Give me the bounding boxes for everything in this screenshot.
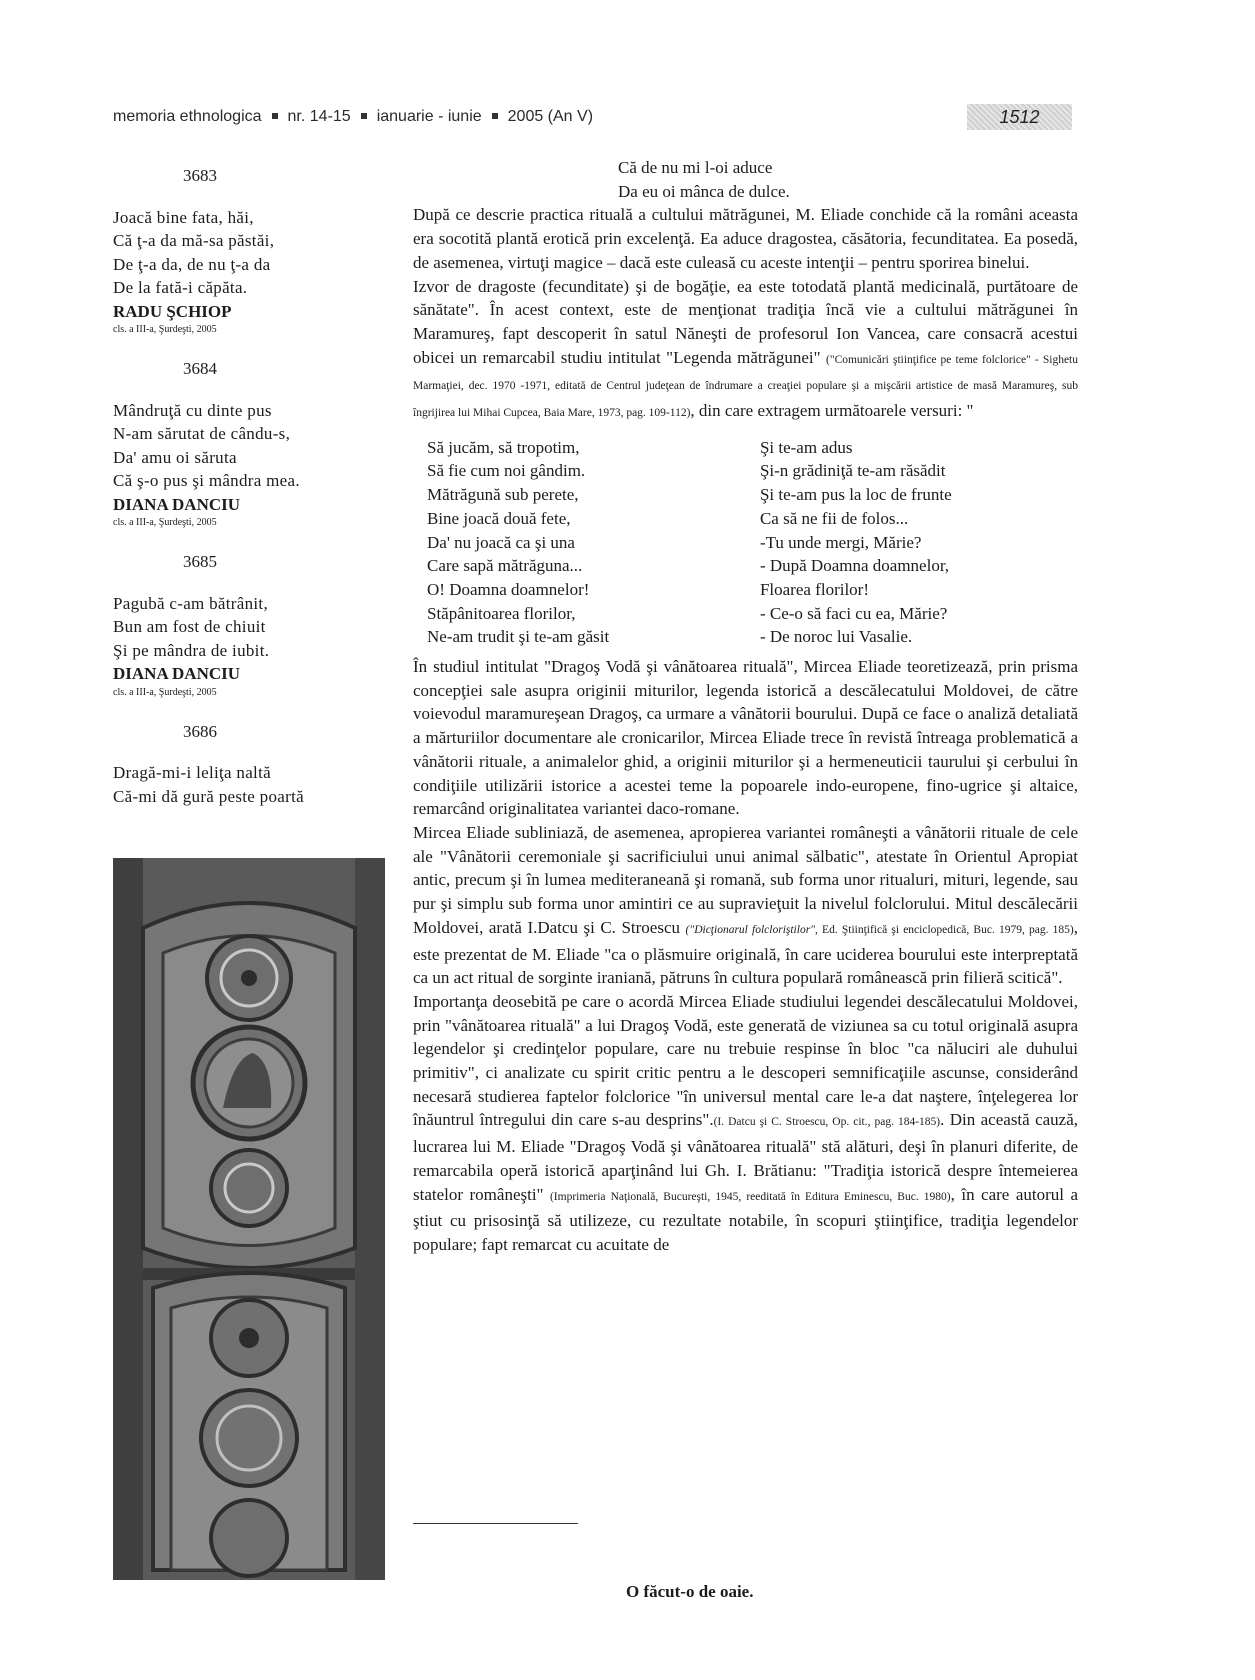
- citation-title: ("Dicţionarul folcloriştilor": [685, 923, 816, 936]
- poem-class: cls. a III-a, Şurdeşti, 2005: [113, 686, 217, 698]
- separator-square: [272, 113, 278, 119]
- poem-author: DIANA DANCIU: [113, 664, 241, 683]
- quoted-verses: [427, 436, 1078, 649]
- paragraph: [413, 821, 1078, 990]
- article-column: [413, 156, 1078, 1257]
- citation: (Imprimeria Naţională, Bucureşti, 1945, reeditată în Editura Eminescu, Buc. 1980): [549, 1190, 951, 1203]
- poem-line: N-am sărutat de cându-s,: [113, 424, 291, 443]
- citation: , Ed. Ştiinţifică şi enciclopedică, Buc. 1979, pag. 185): [815, 923, 1074, 936]
- verse-line: - De noroc lui Vasalie.: [759, 627, 913, 647]
- poem: [113, 164, 383, 337]
- poem-line: De la fată-i căpăta.: [113, 278, 248, 297]
- paragraph-text: , este prezentat de M. Eliade "ca o plăsmuire originală, în care uciderea bourului este interpreptată ca un act ritual de sorginte iraniană, pătruns în cultura populară românească prin filieră scitică".: [413, 917, 1078, 988]
- poems-column: [113, 160, 383, 808]
- verse-line: - După Doamna doamnelor,: [759, 556, 950, 576]
- verse-line: Şi te-am adus: [759, 437, 853, 457]
- separator-square: [361, 113, 367, 119]
- verse-line: Stăpânitoarea florilor,: [427, 603, 576, 623]
- issue-number: nr. 14-15: [287, 108, 351, 125]
- paragraph: [413, 275, 1078, 426]
- verse-line: O! Doamna doamnelor!: [427, 579, 590, 599]
- verse-line: Bine joacă două fete,: [427, 508, 571, 528]
- issue-period: ianuarie - iunie: [376, 108, 482, 125]
- verse-line: Să fie cum noi gândim.: [427, 461, 586, 481]
- verse-column-left: [427, 436, 760, 649]
- separator-square: [492, 113, 498, 119]
- verse-line: Mătrăgună sub perete,: [427, 485, 579, 505]
- paragraph-text: Importanţa deosebită pe care o acordă Mircea Eliade studiului legendei descălecatului Moldovei, prin "vânătoarea rituală" a lui Dragoş Vodă, este generată de viziunea sa cu totul originală asupra legendelor şi credinţelor populare, care nu trebuie respinse în bloc "ca năluciri ale duhului primitiv", ci analizate cu spirit critic pentru a le descoperi semnificaţiile ascunse, considerând necesară studierea faptelor folclorice "în universul mental care le-a dat naştere, înţelegerea lor înăuntrul întregului din care s-au desprins".: [413, 991, 1078, 1130]
- verse-line: Floarea florilor!: [759, 579, 869, 599]
- paragraph-text: , în care autorul a ştiut cu prisosinţă să utilizeze, cu rezultate notabile, în scopuri ştiinţifice, tradiţia legendelor populare; fapt remarcat cu acuitate de: [413, 1184, 1079, 1254]
- poem-number: 3684: [183, 359, 217, 378]
- verse-line: Să jucăm, să tropotim,: [427, 437, 580, 457]
- poem-author: RADU ŞCHIOP: [113, 301, 232, 321]
- verse-line: Şi-n grădiniţă te-am răsădit: [759, 461, 946, 481]
- poem-line: Da' amu oi săruta: [113, 447, 237, 467]
- journal-name: memoria ethnologica: [113, 108, 262, 125]
- running-header: [113, 108, 593, 126]
- citation: ("Comunicări ştiinţifice pe teme folclorice" - Sighetu Marmaţiei, dec. 1970 -1971, editată de Centrul judeţean de îndrumare a creaţiei populare şi a mişcării artistice de masă Maramureş, sub îngrijirea lui Mihai Cupcea, Baia Mare, 1973, pag. 109-112): [413, 353, 1078, 420]
- poem-number: 3683: [183, 166, 217, 185]
- verse-line: Care sapă mătrăguna...: [427, 556, 583, 576]
- poem-line: Că ţ-a da mă-sa păstăi,: [113, 231, 275, 250]
- poem-line: Joacă bine fata, hăi,: [113, 207, 254, 227]
- footnote-text: O făcut-o de oaie.: [626, 1582, 754, 1601]
- verse-line: Că de nu mi l-oi aduce: [618, 158, 773, 177]
- paragraph-text: Izvor de dragoste (fecunditate) şi de bogăţie, ea este totodată plantă medicinală, purtătoare de sănătate". În acest context, este de menţionat tradiţia încă vie a cultului mătrăgunei în Maramureş, fapt descoperit în satul Năneşti de profesorul Ion Vancea, care consacră acestui obicei un remarcabil studiu intitulat "Legenda mătrăgunei": [413, 276, 1078, 367]
- poem-line: Pagubă c-am bătrânit,: [113, 593, 268, 613]
- verse-line: - Ce-o să faci cu ea, Mărie?: [759, 603, 948, 623]
- poem-line: Că-mi dă gură peste poartă: [113, 786, 304, 806]
- paragraph: În studiul intitulat "Dragoş Vodă şi vânătoarea rituală", Mircea Eliade teoretizează, prin prisma concepţiei sale asupra originii miturilor, legenda istorică a descălecatului Moldovei, de către voievodul maramureşean Dragoş, ca urmare a vânătorii bourului. După ce face o analiză detaliată a mărturiilor documentare ale cronicarilor, Mircea Eliade trece în revistă întreaga problematică a vânătorii rituale, a animalelor ghid, a originii miturilor şi a hermeneuticii taurului şi cerbului în condiţiile utilizării istorice a acestei teme la popoarele indo-europene, fino-ugrice şi altaice, remarcând originalitatea variantei daco-romane.: [413, 657, 1078, 819]
- paragraph: După ce descrie practica rituală a cultului mătrăgunei, M. Eliade conchide că la români aceasta era socotită plantă erotică prin excelenţă. Ea aduce dragostea, căsătoria, fecunditatea. Ea posedă, de asemenea, virtuţi magice – dacă este culeasă cu aceste intenţii – pentru sporirea binelui.: [413, 205, 1078, 272]
- poem-author: DIANA DANCIU: [113, 494, 241, 514]
- paragraph-text: . Din această cauză, lucrarea lui M. Eliade "Dragoş Vodă şi vânătoarea rituală" stă alături, deşi în planuri diferite, de remarcabila operă istorică aparţinând lui Gh. I. Brătianu: "Tradiţia istorică despre întemeierea statelor româneşti": [413, 1110, 1079, 1204]
- poem-line: Şi pe mândra de iubit.: [113, 640, 270, 660]
- poem: [113, 357, 383, 530]
- verse-line: -Tu unde mergi, Mărie?: [759, 532, 922, 552]
- page-number: 1512: [967, 104, 1072, 130]
- paragraph-text: Mircea Eliade subliniază, de asemenea, apropierea variantei româneşti a vânătorii rituale de cele ale "Vânătorii ceremoniale şi sacrificiului unui animal sălbatic", atestate în Orientul Apropiat antic, precum şi în lumea mediteraneană şi romană, sub forma unor ritualuri, mituri, legende, sau pur şi simplu sub forma unor amintiri ce au supravieţuit la nivelul folclorului. Mitul descălecării Moldovei, arată I.Datcu şi C. Stroescu: [413, 822, 1078, 937]
- footnote-rule: [413, 1523, 578, 1524]
- poem-line: Mândruţă cu dinte pus: [113, 400, 272, 420]
- verse-line: Da eu oi mânca de dulce.: [618, 181, 790, 201]
- verse-line: Ca să ne fii de folos...: [759, 508, 909, 528]
- poem-class: cls. a III-a, Şurdeşti, 2005: [113, 517, 217, 528]
- verse-line: Da' nu joacă ca şi una: [427, 532, 575, 552]
- poem-number: 3685: [183, 552, 217, 571]
- verse-column-right: [760, 436, 1078, 649]
- carved-door-photo: [113, 858, 385, 1580]
- paragraph: [413, 990, 1078, 1257]
- poem-line: Că ş-o pus şi mândra mea.: [113, 471, 300, 490]
- paragraph-text: , din care extragem următoarele versuri: ": [690, 401, 974, 421]
- poem-line: De ţ-a da, de nu ţ-a da: [113, 254, 271, 274]
- poem-line: Dragă-mi-i leliţa naltă: [113, 763, 271, 782]
- poem-number: 3686: [183, 721, 217, 741]
- poem-line: Bun am fost de chiuit: [113, 617, 266, 636]
- poem: [113, 720, 383, 809]
- verse-line: Şi te-am pus la loc de frunte: [759, 485, 952, 505]
- citation: (I. Datcu şi C. Stroescu, Op. cit., pag. 184-185): [713, 1116, 941, 1129]
- issue-year: 2005 (An V): [507, 108, 594, 125]
- poem-class: cls. a III-a, Şurdeşti, 2005: [113, 324, 217, 335]
- poem: [113, 550, 383, 700]
- verse-line: Ne-am trudit şi te-am găsit: [427, 627, 610, 647]
